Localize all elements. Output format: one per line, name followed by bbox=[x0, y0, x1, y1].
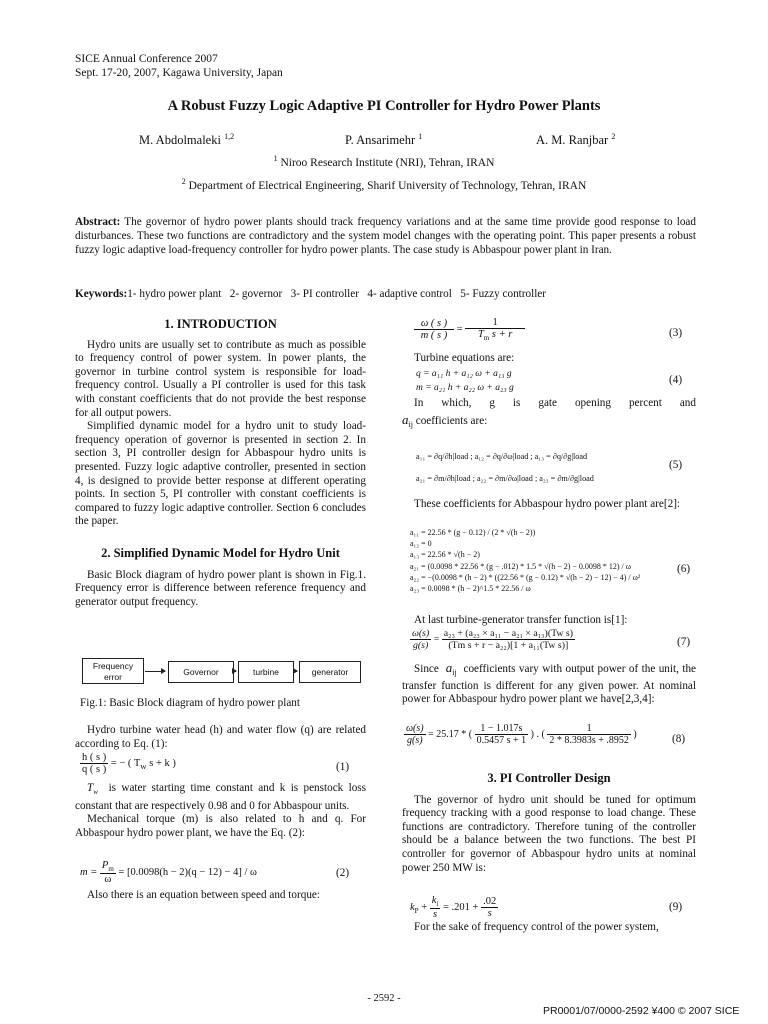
block-generator: generator bbox=[299, 661, 361, 683]
equation-3: $\frac{\omega ( s )}{m ( s )}$ = $\frac{1}{T_m s + r}$ bbox=[414, 317, 525, 342]
affiliation-2: $^2$ Department of Electrical Engineering, Sharif University of Technology, Tehran, IRAN bbox=[181, 177, 587, 192]
block-turbine: turbine bbox=[238, 661, 294, 683]
equation-6: a₁₁ = 22.56 * (g − 0.12) / (2 * √(h − 2)) a₁₂ = 0 a₁₃ = 22.56 * √(h − 2) a₂₁ = (0.0098 * 22.56 * (g − .012) * 1.5 * √(h − 2) − 0.0098 * 12) / ω a₂₂ = −(0.0098 * (h − 2) * ((22.56 * (g − 0.12) * √(h − 2) − 12) − 4) / ω² a₂₃ = 0.0098 * (h − 2)^1.5 * 22.56 / ω bbox=[410, 528, 641, 594]
equation-3-number: (3) bbox=[669, 327, 683, 339]
paper-title: A Robust Fuzzy Logic Adaptive PI Controller for Hydro Power Plants bbox=[167, 98, 601, 114]
arrow-3 bbox=[293, 671, 297, 672]
equation-9-number: (9) bbox=[669, 901, 683, 913]
equation-4-number: (4) bbox=[669, 374, 683, 386]
equation-6-number: (6) bbox=[677, 563, 691, 575]
section-3-heading: 3. PI Controller Design bbox=[487, 771, 611, 785]
section-3-paragraph-1: The governor of hydro unit should be tuned for optimum frequency tracking with a good response to load change. These functions are contradictory. Therefore tuning of the controller should be a balance between the two functions. The best PI controller for governor of Abbaspour hydro units at nominal power 250 MW is: bbox=[402, 793, 696, 874]
equation-8: $\frac{\omega(s)}{g(s)}$ = 25.17 * ( $\frac{1 - 1.017s}{0.5457 s + 1}$ ) . ( $\frac{1}{2 * 8.3983s + .8952}$ ) bbox=[406, 723, 637, 746]
equation-9: $k_P$ + $\frac{k_i}{s}$ = .201 + $\frac{.02}{s}$ bbox=[410, 895, 497, 921]
section-3-paragraph-2: For the sake of frequency control of the power system, bbox=[414, 921, 659, 933]
equation-5: a₁₁ = ∂q/∂h|load ; a₁₂ = ∂q/∂ω|load ; a₁₃ = ∂q/∂g|load a₂₁ = ∂m/∂h|load ; a₂₂ = ∂m/∂ω|load ; a₂₃ = ∂m/∂g|load bbox=[416, 452, 594, 483]
conference-header bbox=[75, 52, 283, 80]
section-2-paragraph-3: Also there is an equation between speed and torque: bbox=[87, 889, 320, 901]
equation-8-number: (8) bbox=[672, 733, 686, 745]
intro-paragraph-1: Hydro units are usually set to contribute as much as possible to frequency control of power system. In power plants, the governor in turbine control system is responsible for load-frequency control. Usually a PI controller is used for this task with constant coefficients that do not provide the best response for all output powers. bbox=[75, 338, 366, 419]
conference-dates: Sept. 17-20, 2007, Kagawa University, Japan bbox=[75, 67, 283, 79]
author-3: A. M. Ranjbar $^2$ bbox=[536, 132, 616, 148]
nominal-power-paragraph: Since $a_{ij}$ coefficients vary with output power of the unit, the transfer function is different for any given power. At nominal power for Abbaspour hydro power plant we have[2,3,4]: bbox=[402, 660, 697, 706]
conference-name: SICE Annual Conference 2007 bbox=[75, 53, 218, 65]
equation-7-number: (7) bbox=[677, 636, 691, 648]
transfer-function-intro: At last turbine-generator transfer function is[1]: bbox=[414, 614, 628, 626]
affiliation-1: $^1$ Niroo Research Institute (NRI), Tehran, IRAN bbox=[273, 154, 495, 169]
author-1: M. Abdolmaleki $^{1,2}$ bbox=[139, 132, 235, 148]
keywords: Keywords:1- hydro power plant 2- governor 3- PI controller 4- adaptive control 5- Fuzzy controller bbox=[75, 288, 546, 300]
arrow-2 bbox=[233, 671, 236, 672]
tw-definition: $T_w$ is water starting time constant and k is penstock loss constant that are respectively 0.98 and 0 for Abbaspour units. Mechanical torque (m) is also related to h and q. For Abbaspour hydro power plant, we have the Eq. (2): bbox=[75, 782, 366, 840]
footer-code: PR0001/07/0000-2592 ¥400 © 2007 SICE bbox=[543, 1005, 740, 1017]
equation-4: q = a₁₁ h + a₁₂ ω + a₁₃ g m = a₂₁ h + a₂₂ ω + a₂₃ g bbox=[416, 369, 514, 393]
section-introduction-heading: 1. INTRODUCTION bbox=[164, 317, 277, 331]
equation-5-number: (5) bbox=[669, 459, 683, 471]
section-2-paragraph-1: Basic Block diagram of hydro power plant is shown in Fig.1. Frequency error is difference between reference frequency and generator output frequency. bbox=[75, 568, 366, 608]
figure-1-caption: Fig.1: Basic Block diagram of hydro power plant bbox=[80, 697, 300, 709]
coefficients-intro: These coefficients for Abbaspour hydro power plant are[2]: bbox=[414, 498, 681, 510]
page-number: - 2592 - bbox=[367, 993, 401, 1004]
block-diagram bbox=[80, 656, 362, 688]
left-column bbox=[75, 318, 366, 609]
equation-1-number: (1) bbox=[336, 761, 350, 773]
aij-intro: In which, g is gate opening percent and $a_{ij}$ coefficients are: bbox=[402, 397, 696, 429]
equation-2-number: (2) bbox=[336, 867, 350, 879]
arrow-1 bbox=[145, 671, 165, 672]
turbine-label: Turbine equations are: bbox=[414, 352, 515, 364]
intro-paragraph-2: Simplified dynamic model for a hydro unit to study load-frequency operation of governor is presented in section 2. In section 3, PI controller design for Abbaspour hydro units is presented. Fuzzy logic adaptive controller, presented in section 4, is designed to provide better response at different operating points. In section 5, PI controller with constant coefficients is compared to fuzzy logic adaptive controller. Section 6 concludes the paper. bbox=[75, 420, 366, 528]
section-2-paragraph-2: Hydro turbine water head (h) and water flow (q) are related according to Eq. (1): bbox=[75, 724, 366, 750]
block-governor: Governor bbox=[168, 661, 234, 683]
abstract: Abstract: The governor of hydro power plants should track frequency variations and at the same time provide good response to load disturbances. These two functions are contradictory and the system model changes with the operating point. This paper presents a robust fuzzy logic adaptive load-frequency controller for hydro power plants. The case study is Abbaspour power plant in Iran. bbox=[75, 216, 696, 256]
block-frequency-error: Frequency error bbox=[82, 658, 144, 684]
section-2-heading: 2. Simplified Dynamic Model for Hydro Unit bbox=[101, 545, 340, 560]
equation-2: m = $\frac{P_m}{\omega}$ = [0.0098(h − 2)(q − 12) − 4] / ω bbox=[80, 860, 257, 886]
equation-7: $\frac{\omega(s)}{g(s)}$ = $\frac{\text{a₂₃ + (a₂₃ × a₁₁ − a₂₁ × a₁₃)(Tw s)}}{\text{(Tm s + r − a₂₂)[1 + a₁₁(Tw s)]}}$ bbox=[412, 628, 573, 651]
section-3 bbox=[402, 772, 696, 875]
author-2: P. Ansarimehr $^1$ bbox=[345, 132, 423, 148]
equation-1: $\frac{h ( s )}{q ( s )}$ = − ( $T_w$ s + k ) bbox=[82, 752, 176, 775]
